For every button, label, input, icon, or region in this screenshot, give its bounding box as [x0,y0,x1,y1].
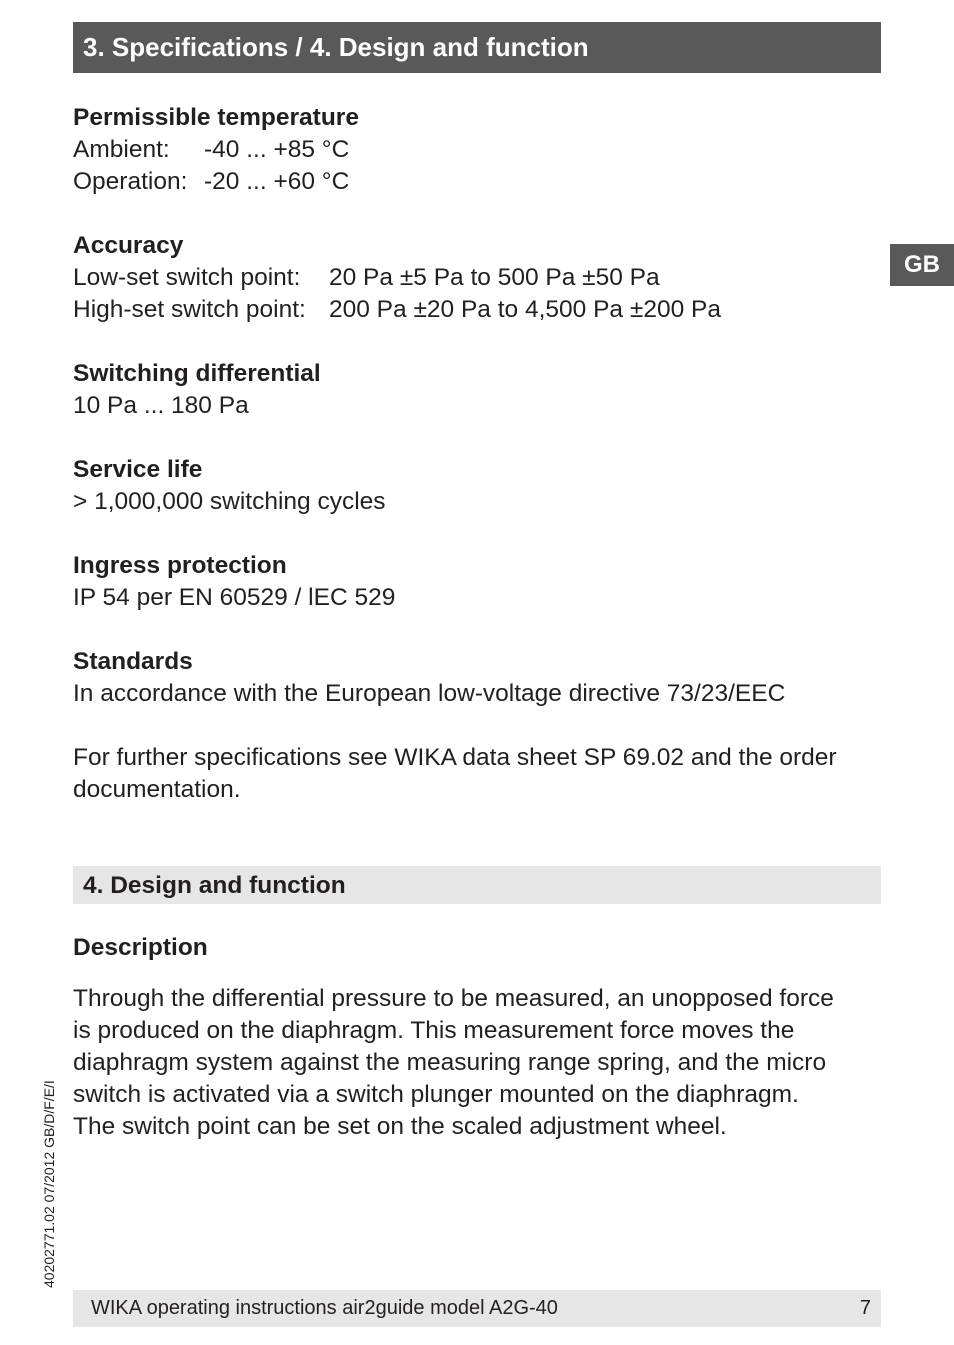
temperature-heading: Permissible temperature [73,104,359,131]
spec-value: 20 Pa ±5 Pa to 500 Pa ±50 Pa [329,264,660,291]
further-specs-line: documentation. [73,776,241,803]
differential-heading: Switching differential [73,360,321,387]
language-tab: GB [890,244,954,286]
description-text [73,983,873,1143]
description-line: switch is activated via a switch plunger mounted on the diaphragm. [73,1081,799,1108]
description-line: diaphragm system against the measuring range spring, and the micro [73,1049,827,1076]
spec-label: High-set switch point: [73,296,306,323]
ingress-text: IP 54 per EN 60529 / lEC 529 [73,584,396,611]
spec-label: Low-set switch point: [73,264,301,291]
standards-heading: Standards [73,648,193,675]
ingress-block [73,550,873,614]
page-number: 7 [859,1297,871,1319]
standards-text: In accordance with the European low-voltage directive 73/23/EEC [73,680,786,707]
differential-block [73,358,873,422]
accuracy-row-low [73,262,873,294]
temperature-row-operation [73,166,873,198]
temperature-row-ambient [73,134,873,166]
description-line: Through the differential pressure to be measured, an unopposed force [73,985,834,1012]
standards-block [73,646,873,710]
spec-value: -40 ... +85 °C [204,136,350,163]
differential-text: 10 Pa ... 180 Pa [73,392,249,419]
further-specs-line: For further specifications see WIKA data sheet SP 69.02 and the order [73,744,837,771]
description-line: is produced on the diaphragm. This measurement force moves the [73,1017,795,1044]
spec-value: 200 Pa ±20 Pa to 4,500 Pa ±200 Pa [329,296,721,323]
specifications-content [73,102,873,806]
section-heading-design: 4. Design and function [73,866,881,904]
further-specs-block [73,742,873,806]
description-line: The switch point can be set on the scaled adjustment wheel. [73,1113,727,1140]
accuracy-block [73,230,873,326]
ingress-heading: Ingress protection [73,552,287,579]
spec-label: Ambient: [73,136,170,163]
service-life-heading: Service life [73,456,203,483]
page-header: 3. Specifications / 4. Design and function [73,22,881,73]
accuracy-heading: Accuracy [73,232,184,259]
description-heading: Description [73,934,208,961]
footer-text: WIKA operating instructions air2guide model A2G-40 [91,1297,558,1319]
spec-label: Operation: [73,168,188,195]
accuracy-row-high [73,294,873,326]
spec-value: -20 ... +60 °C [204,168,350,195]
service-life-block [73,454,873,518]
document-code: 40202771.02 07/2012 GB/D/F/E/I [41,1080,57,1288]
temperature-block [73,102,873,198]
service-life-text: > 1,000,000 switching cycles [73,488,386,515]
page-footer [73,1290,881,1327]
